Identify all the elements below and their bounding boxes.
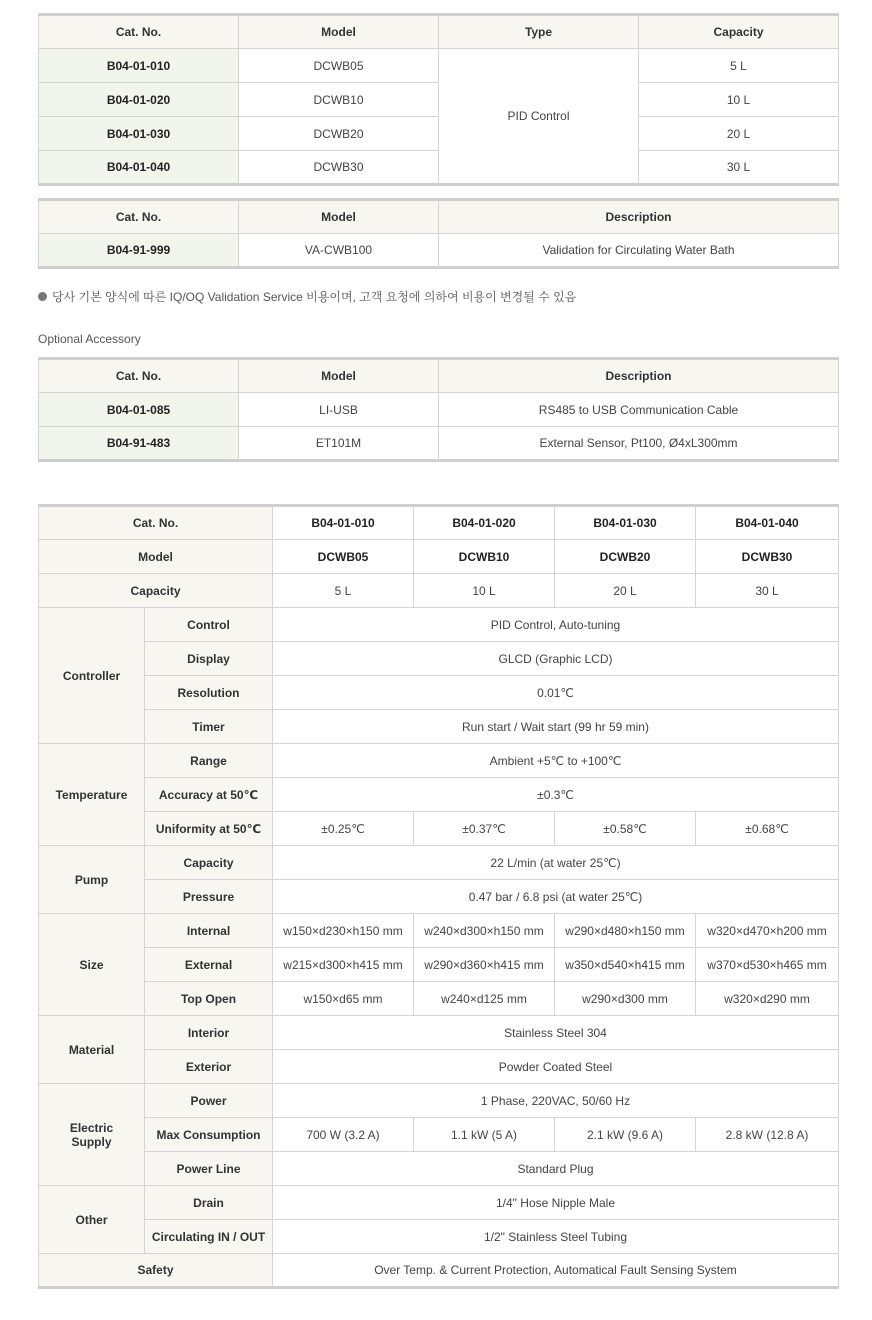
description-cell: Validation for Circulating Water Bath: [439, 234, 839, 268]
optional-accessory-title: Optional Accessory: [38, 332, 141, 346]
spec-value: w290×d360×h415 mm: [414, 948, 555, 982]
model-cell: DCWB30: [239, 151, 439, 185]
spec-model-value: DCWB10: [414, 540, 555, 574]
header-description: Description: [439, 359, 839, 393]
spec-value: Standard Plug: [273, 1152, 839, 1186]
spec-label: Capacity: [145, 846, 273, 880]
spec-value: w150×d230×h150 mm: [273, 914, 414, 948]
spec-group-label: Size: [39, 914, 145, 1016]
model-cell: ET101M: [239, 427, 439, 461]
spec-row-model: [39, 540, 839, 574]
spec-cat-value: B04-01-010: [273, 506, 414, 540]
spec-row: [39, 608, 839, 642]
model-cell: DCWB05: [239, 49, 439, 83]
cat-no-cell: B04-01-020: [39, 83, 239, 117]
spec-row: [39, 1186, 839, 1220]
table-row: [39, 427, 839, 461]
spec-value: 1/4" Hose Nipple Male: [273, 1186, 839, 1220]
spec-value: w290×d300 mm: [555, 982, 696, 1016]
spec-row: [39, 710, 839, 744]
spec-row: [39, 914, 839, 948]
validation-note: [38, 288, 576, 305]
spec-value: Over Temp. & Current Protection, Automatical Fault Sensing System: [273, 1254, 839, 1288]
spec-value: 5 L: [273, 574, 414, 608]
spec-row: [39, 676, 839, 710]
cat-no-cell: B04-01-010: [39, 49, 239, 83]
header-cat-no: Cat. No.: [39, 359, 239, 393]
table-row: [39, 49, 839, 83]
spec-value: w370×d530×h465 mm: [696, 948, 839, 982]
spec-group-label: Controller: [39, 608, 145, 744]
spec-row: [39, 1220, 839, 1254]
spec-row: [39, 778, 839, 812]
spec-value: w240×d125 mm: [414, 982, 555, 1016]
spec-label: Accuracy at 50℃: [145, 778, 273, 812]
spec-value: 1.1 kW (5 A): [414, 1118, 555, 1152]
type-cell: PID Control: [439, 49, 639, 185]
spec-group-label: Pump: [39, 846, 145, 914]
capacity-cell: 5 L: [639, 49, 839, 83]
spec-row: [39, 642, 839, 676]
table-header-row: [39, 15, 839, 49]
spec-label: Interior: [145, 1016, 273, 1050]
spec-value: GLCD (Graphic LCD): [273, 642, 839, 676]
spec-row: [39, 1016, 839, 1050]
spec-row-cat: [39, 506, 839, 540]
spec-label: Power: [145, 1084, 273, 1118]
spec-value: w320×d290 mm: [696, 982, 839, 1016]
spec-row-capacity: [39, 574, 839, 608]
header-model: Model: [239, 359, 439, 393]
capacity-cell: 20 L: [639, 117, 839, 151]
product-table: [38, 13, 839, 186]
spec-row: [39, 1118, 839, 1152]
spec-label: Timer: [145, 710, 273, 744]
header-model: Model: [239, 15, 439, 49]
spec-row: [39, 1084, 839, 1118]
model-cell: LI-USB: [239, 393, 439, 427]
spec-label: Exterior: [145, 1050, 273, 1084]
bullet-icon: [38, 292, 47, 301]
spec-value: 2.1 kW (9.6 A): [555, 1118, 696, 1152]
spec-value: 0.01℃: [273, 676, 839, 710]
table-header-row: [39, 359, 839, 393]
description-cell: RS485 to USB Communication Cable: [439, 393, 839, 427]
spec-value: ±0.37℃: [414, 812, 555, 846]
spec-label: Range: [145, 744, 273, 778]
spec-group-label: Material: [39, 1016, 145, 1084]
spec-row: [39, 744, 839, 778]
spec-model-value: DCWB05: [273, 540, 414, 574]
spec-value: w215×d300×h415 mm: [273, 948, 414, 982]
spec-label: Capacity: [39, 574, 273, 608]
capacity-cell: 10 L: [639, 83, 839, 117]
spec-value: ±0.25℃: [273, 812, 414, 846]
note-text: 당사 기본 양식에 따른 IQ/OQ Validation Service 비용이며, 고객 요청에 의하여 비용이 변경될 수 있음: [52, 290, 577, 304]
cat-no-cell: B04-91-999: [39, 234, 239, 268]
spec-value: 20 L: [555, 574, 696, 608]
spec-label: Max Consumption: [145, 1118, 273, 1152]
spec-label: Circulating IN / OUT: [145, 1220, 273, 1254]
spec-label: Safety: [39, 1254, 273, 1288]
validation-table: [38, 198, 839, 269]
spec-row: [39, 1050, 839, 1084]
spec-value: ±0.3℃: [273, 778, 839, 812]
spec-row: [39, 1152, 839, 1186]
cat-no-cell: B04-01-085: [39, 393, 239, 427]
spec-label: Uniformity at 50℃: [145, 812, 273, 846]
cat-no-cell: B04-01-040: [39, 151, 239, 185]
spec-model-value: DCWB20: [555, 540, 696, 574]
spec-label: Power Line: [145, 1152, 273, 1186]
spec-value: PID Control, Auto-tuning: [273, 608, 839, 642]
spec-value: Ambient +5℃ to +100℃: [273, 744, 839, 778]
spec-model-value: DCWB30: [696, 540, 839, 574]
spec-group-label: Other: [39, 1186, 145, 1254]
header-model: Model: [239, 200, 439, 234]
spec-row: [39, 812, 839, 846]
header-description: Description: [439, 200, 839, 234]
model-cell: DCWB10: [239, 83, 439, 117]
spec-row: [39, 880, 839, 914]
spec-cat-value: B04-01-040: [696, 506, 839, 540]
spec-value: 1 Phase, 220VAC, 50/60 Hz: [273, 1084, 839, 1118]
spec-label: Display: [145, 642, 273, 676]
model-cell: DCWB20: [239, 117, 439, 151]
spec-value: ±0.58℃: [555, 812, 696, 846]
spec-label: Internal: [145, 914, 273, 948]
spec-label: Resolution: [145, 676, 273, 710]
spec-value: Powder Coated Steel: [273, 1050, 839, 1084]
accessory-table: [38, 357, 839, 462]
capacity-cell: 30 L: [639, 151, 839, 185]
spec-label: Control: [145, 608, 273, 642]
spec-value: w240×d300×h150 mm: [414, 914, 555, 948]
spec-value: ±0.68℃: [696, 812, 839, 846]
spec-value: w290×d480×h150 mm: [555, 914, 696, 948]
model-cell: VA-CWB100: [239, 234, 439, 268]
spec-row: [39, 948, 839, 982]
spec-table: [38, 504, 839, 1289]
spec-value: w320×d470×h200 mm: [696, 914, 839, 948]
spec-label: Model: [39, 540, 273, 574]
spec-cat-value: B04-01-020: [414, 506, 555, 540]
spec-group-label: Temperature: [39, 744, 145, 846]
table-row: [39, 234, 839, 268]
spec-row: [39, 982, 839, 1016]
spec-label: Top Open: [145, 982, 273, 1016]
spec-value: w150×d65 mm: [273, 982, 414, 1016]
spec-value: 30 L: [696, 574, 839, 608]
spec-value: 0.47 bar / 6.8 psi (at water 25℃): [273, 880, 839, 914]
header-cat-no: Cat. No.: [39, 200, 239, 234]
spec-group-label: Electric Supply: [39, 1084, 145, 1186]
spec-value: 700 W (3.2 A): [273, 1118, 414, 1152]
header-capacity: Capacity: [639, 15, 839, 49]
spec-row: [39, 1254, 839, 1288]
spec-value: 22 L/min (at water 25℃): [273, 846, 839, 880]
spec-label: Drain: [145, 1186, 273, 1220]
spec-row: [39, 846, 839, 880]
header-type: Type: [439, 15, 639, 49]
spec-cat-value: B04-01-030: [555, 506, 696, 540]
header-cat-no: Cat. No.: [39, 15, 239, 49]
cat-no-cell: B04-01-030: [39, 117, 239, 151]
cat-no-cell: B04-91-483: [39, 427, 239, 461]
spec-value: w350×d540×h415 mm: [555, 948, 696, 982]
spec-value: Run start / Wait start (99 hr 59 min): [273, 710, 839, 744]
table-row: [39, 393, 839, 427]
spec-label: Cat. No.: [39, 506, 273, 540]
table-header-row: [39, 200, 839, 234]
spec-value: 10 L: [414, 574, 555, 608]
description-cell: External Sensor, Pt100, Ø4xL300mm: [439, 427, 839, 461]
spec-value: 2.8 kW (12.8 A): [696, 1118, 839, 1152]
spec-label: External: [145, 948, 273, 982]
spec-value: 1/2" Stainless Steel Tubing: [273, 1220, 839, 1254]
spec-value: Stainless Steel 304: [273, 1016, 839, 1050]
spec-label: Pressure: [145, 880, 273, 914]
